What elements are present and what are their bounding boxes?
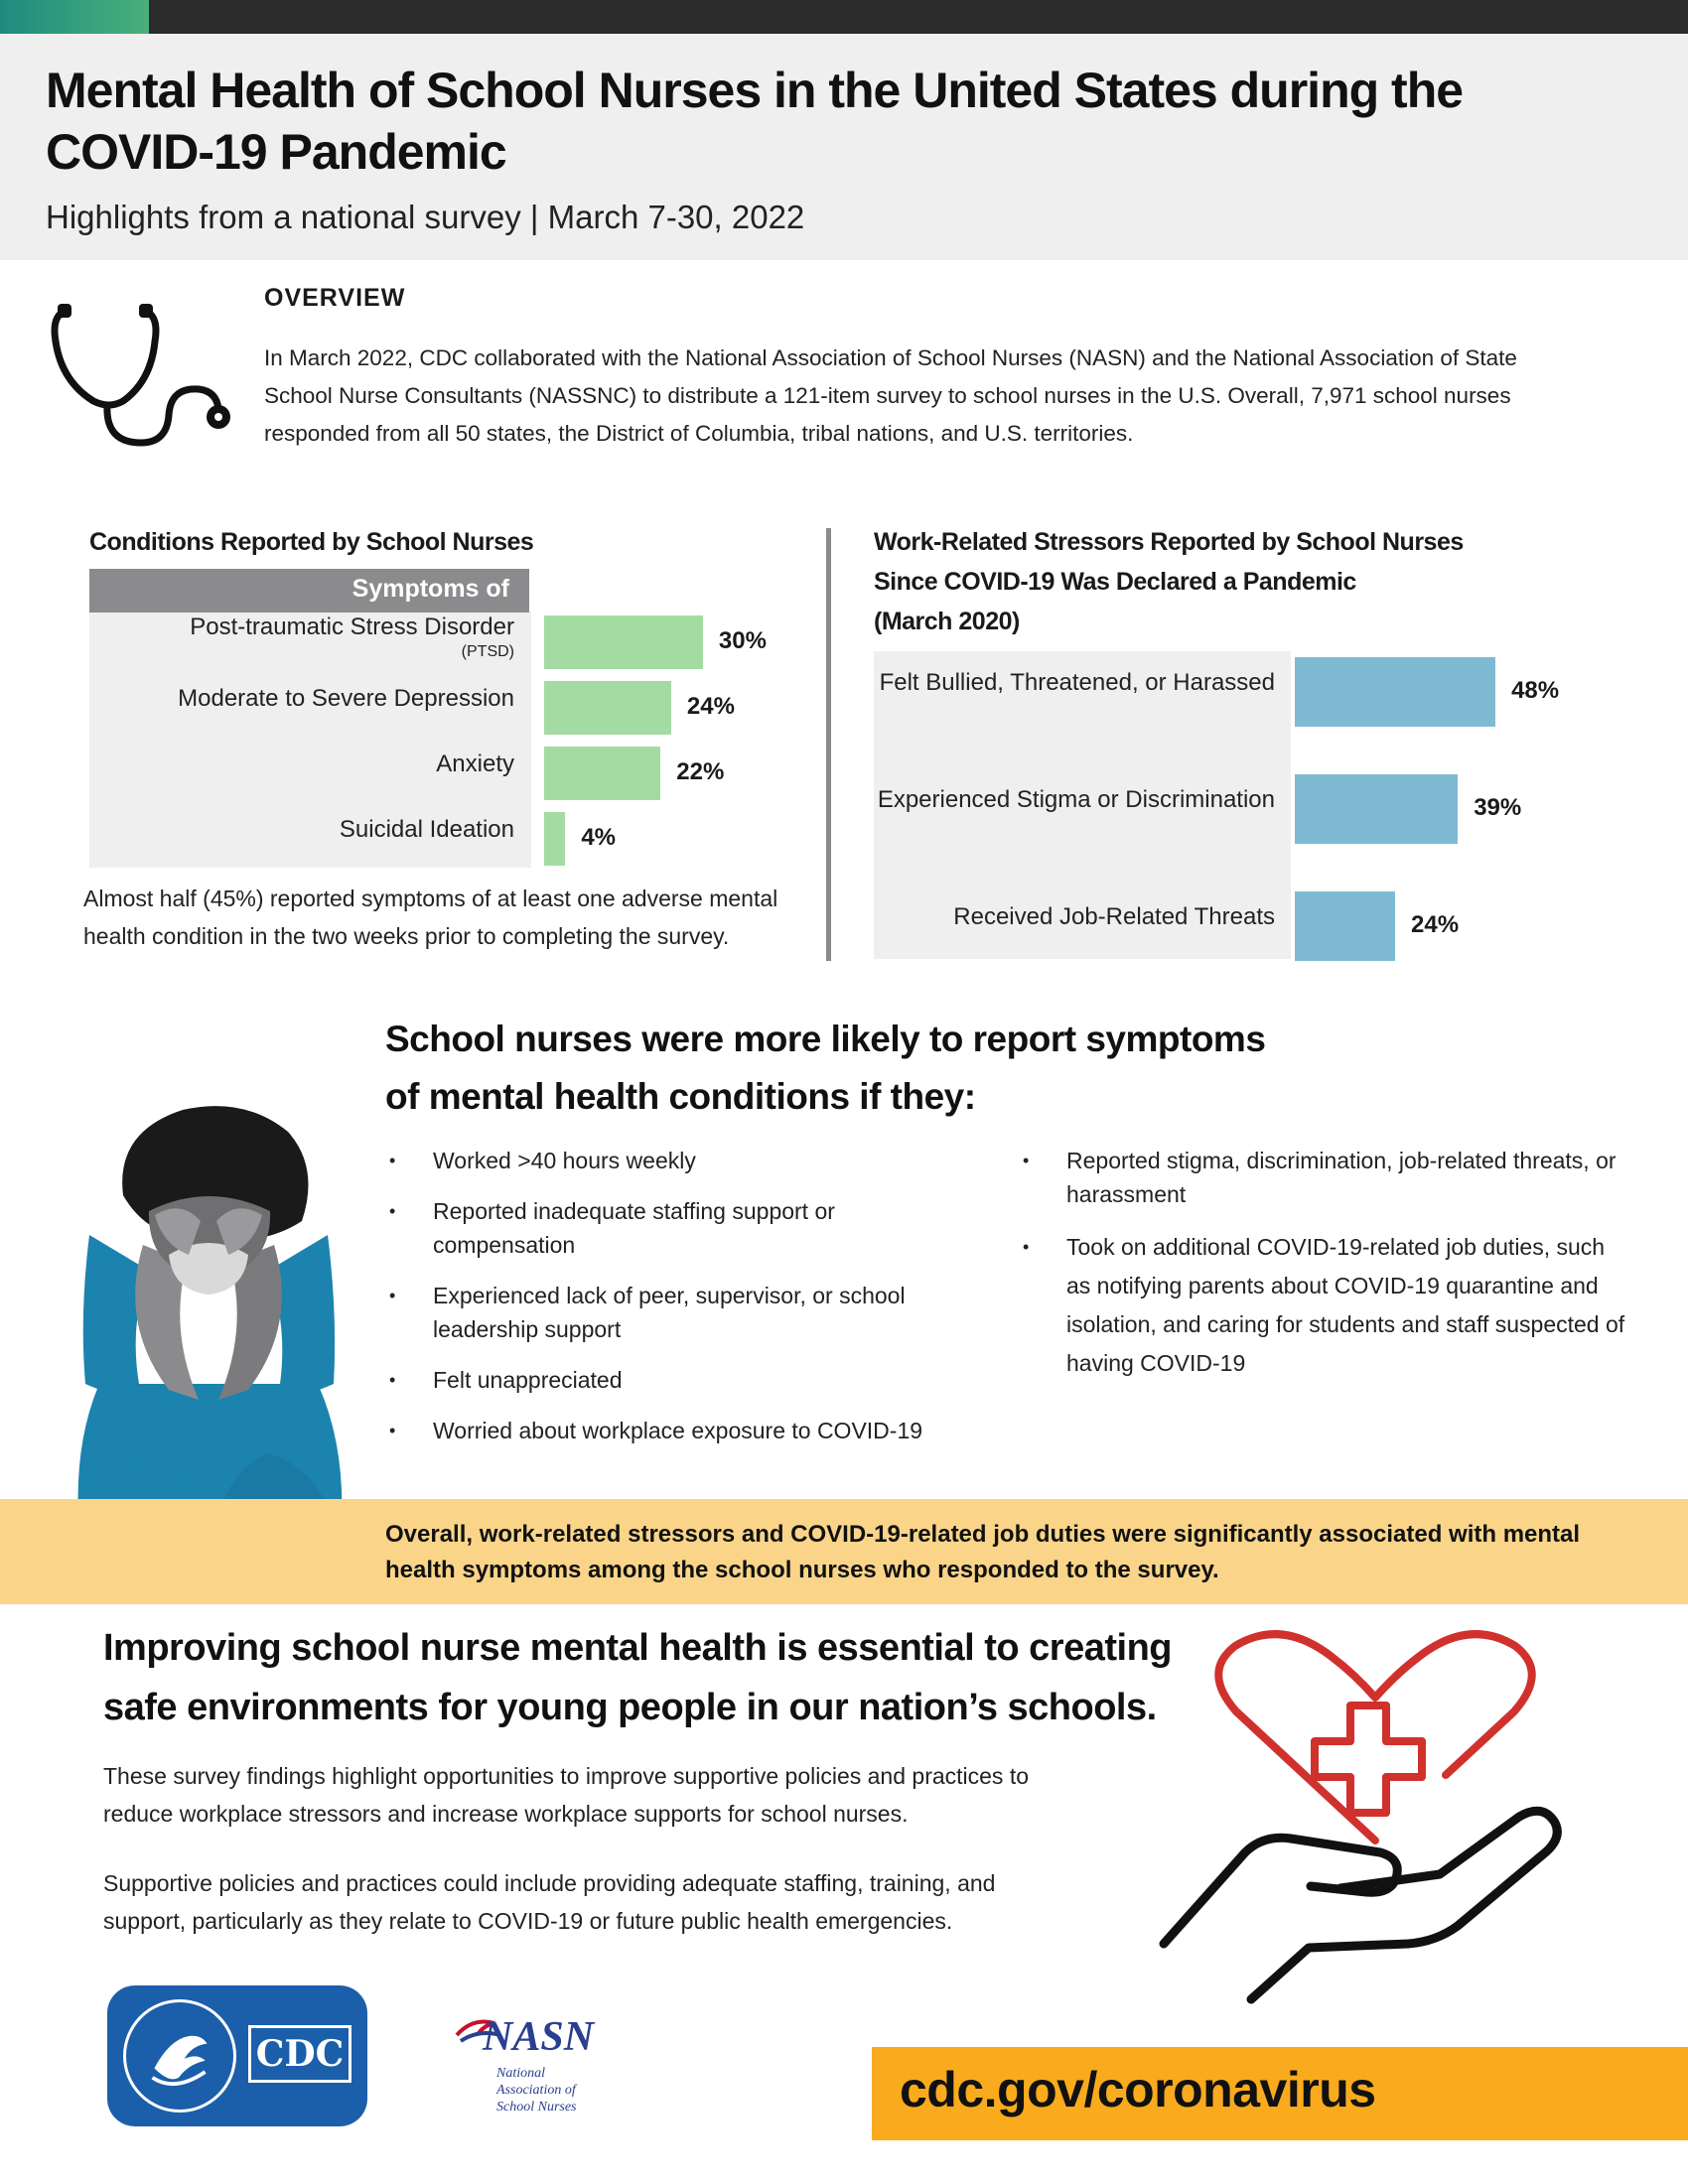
- callout-text: Overall, work-related stressors and COVID-19-related job duties were significantly associated with mental health symptoms among the school nurses who responded to the survey.: [385, 1521, 1581, 1583]
- stethoscope-icon: [50, 298, 238, 457]
- chart1-title: Conditions Reported by School Nurses: [89, 528, 534, 556]
- chart2-title-line: Since COVID-19 Was Declared a Pandemic: [874, 568, 1356, 596]
- bar: [544, 747, 660, 800]
- bar-label: Received Job-Related Threats: [953, 903, 1275, 930]
- page-title: Mental Health of School Nurses in the United States during the COVID-19 Pandemic: [46, 63, 1464, 180]
- list-item: • Worked >40 hours weekly: [385, 1144, 941, 1177]
- improve-heading-line: safe environments for young people in our nation’s schools.: [103, 1687, 1157, 1728]
- nasn-subtitle: [496, 2065, 577, 2116]
- improve-heading-line: Improving school nurse mental health is essential to creating: [103, 1627, 1172, 1669]
- top-bar-accent: [0, 0, 149, 34]
- cdc-wordmark: CDC: [248, 2025, 352, 2083]
- hhs-seal-icon: [123, 1999, 236, 2113]
- bar-value-label: 48%: [1511, 677, 1560, 704]
- cdc-url-link[interactable]: cdc.gov/coronavirus: [900, 2062, 1376, 2117]
- list-item: • Took on additional COVID-19-related job duties, such as notifying parents about COVID-19 quarantine and isolation, and caring for students and staff suspected of having COVID-19: [1019, 1228, 1634, 1383]
- bar-label: Felt Bullied, Threatened, or Harassed: [879, 669, 1275, 696]
- nasn-subtitle-line: School Nurses: [496, 2100, 577, 2115]
- likely-list-right: [1019, 1144, 1634, 1400]
- bar-value-label: 4%: [581, 824, 616, 851]
- chart2-title: [874, 522, 1509, 641]
- list-item: • Reported stigma, discrimination, job-related threats, or harassment: [1019, 1144, 1634, 1211]
- callout-banner: [0, 1499, 1688, 1604]
- bar-label-note: (PTSD): [461, 643, 514, 660]
- bar-value-label: 39%: [1474, 794, 1522, 821]
- chart1-header-label: Symptoms of: [352, 575, 509, 603]
- bar-value-label: 24%: [686, 693, 735, 720]
- overview-text: In March 2022, CDC collaborated with the National Association of School Nurses (NASN) and the National Association of State School Nurse Consultants (NASSNC) to distribute a 121-item survey to school nurses in the U.S. Overall, 7,971 school nurses responded from all 50 states, the District of Columbia, tribal nations, and U.S. territories.: [264, 345, 1517, 446]
- improve-heading: [103, 1618, 1196, 1737]
- bar: [544, 681, 671, 735]
- bar: [544, 615, 703, 669]
- nasn-subtitle-line: Association of: [496, 2083, 576, 2098]
- chart2-title-line: Work-Related Stressors Reported by School Nurses: [874, 528, 1464, 556]
- list-item: • Reported inadequate staffing support or compensation: [385, 1194, 941, 1262]
- eagle-icon: [126, 2002, 233, 2110]
- likely-heading-line: School nurses were more likely to report symptoms: [385, 1019, 1266, 1059]
- improve-paragraph-2: Supportive policies and practices could include providing adequate staffing, training, and support, particularly as they relate to COVID-19 or future public health emergencies.: [103, 1870, 996, 1934]
- bar-label: Suicidal Ideation: [339, 816, 514, 843]
- heart-hand-icon: [1142, 1628, 1609, 2005]
- nasn-wordmark: NASN: [483, 2014, 595, 2060]
- bar-value-label: 24%: [1411, 911, 1460, 938]
- chart-divider: [826, 528, 831, 961]
- nasn-subtitle-line: National: [496, 2066, 546, 2081]
- top-bar: [0, 0, 1688, 34]
- bar-label: Moderate to Severe Depression: [178, 685, 514, 712]
- list-item: • Worried about workplace exposure to COVID-19: [385, 1414, 941, 1447]
- list-item: • Felt unappreciated: [385, 1363, 941, 1397]
- nasn-logo[interactable]: [443, 1999, 641, 2128]
- bar: [1295, 774, 1458, 844]
- likely-heading: [385, 1011, 1338, 1126]
- likely-list-left: [385, 1144, 941, 1464]
- bar: [1295, 657, 1495, 727]
- url-banner[interactable]: [872, 2047, 1688, 2140]
- bar: [1295, 891, 1395, 961]
- header: [0, 34, 1688, 260]
- chart1-note: Almost half (45%) reported symptoms of at least one adverse mental health condition in the two weeks prior to completing the survey.: [83, 886, 778, 949]
- bar-label: Anxiety: [436, 751, 514, 777]
- list-item: • Experienced lack of peer, supervisor, or school leadership support: [385, 1279, 941, 1346]
- bar-value-label: 22%: [676, 758, 725, 785]
- improve-paragraph-1: These survey findings highlight opportunities to improve supportive policies and practices to reduce workplace stressors and increase workplace supports for school nurses.: [103, 1763, 1030, 1827]
- overview-title: OVERVIEW: [264, 284, 406, 312]
- page-subtitle: Highlights from a national survey | March 7-30, 2022: [46, 199, 805, 235]
- hhs-cdc-logo[interactable]: [107, 1985, 367, 2126]
- bar-label: Post-traumatic Stress Disorder (PTSD): [119, 614, 514, 661]
- likely-heading-line: of mental health conditions if they:: [385, 1076, 976, 1117]
- bar-value-label: 30%: [718, 627, 767, 654]
- bar: [544, 812, 565, 866]
- chart1-header: [89, 569, 529, 613]
- chart2-title-line: (March 2020): [874, 608, 1020, 635]
- bar-label: Experienced Stigma or Discrimination: [877, 786, 1275, 813]
